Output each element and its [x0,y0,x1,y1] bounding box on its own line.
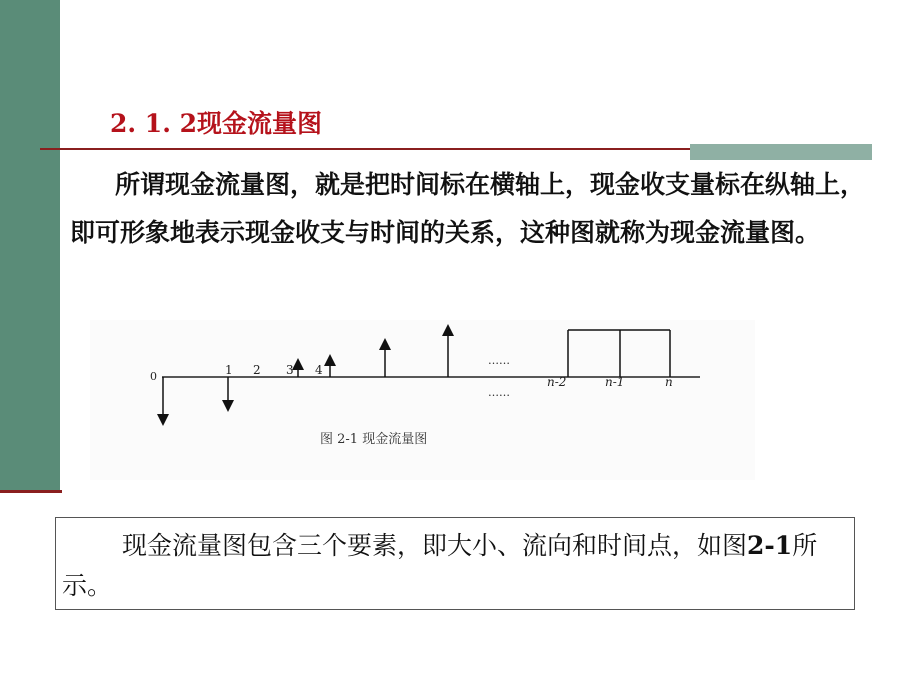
note-text-before: 现金流量图包含三个要素，即大小、流向和时间点，如图 [122,531,748,560]
figure-caption: 图 2-1 现金流量图 [320,432,428,447]
title-rule-accent [690,144,872,160]
ellipsis-bottom: …… [488,386,510,399]
tick-label-3: 3 [286,363,294,377]
tick-label-n-1: n-1 [605,375,625,389]
note-figure-ref: 2-1 [747,531,793,560]
definition-paragraph: 所谓现金流量图，就是把时间标在横轴上，现金收支量标在纵轴上，即可形象地表示现金收支与时间的关系，这种图就称为现金流量图。 [70,170,866,247]
note-text-after: 所示。 [62,531,818,600]
tick-label-1: 1 [225,363,233,377]
note-box [55,517,855,610]
left-decorative-band [0,0,60,492]
tick-label-n: n [665,375,673,389]
tick-label-0: 0 [150,370,157,383]
ellipsis-top: …… [488,354,510,367]
left-band-edge [0,490,62,493]
cash-flow-figure [90,320,755,480]
tick-label-2: 2 [253,363,261,377]
tick-label-n-2: n-2 [547,375,567,389]
tick-label-4: 4 [315,363,323,377]
slide-title: 2. 1. 2现金流量图 [110,109,322,138]
cash-flow-diagram [90,320,755,480]
